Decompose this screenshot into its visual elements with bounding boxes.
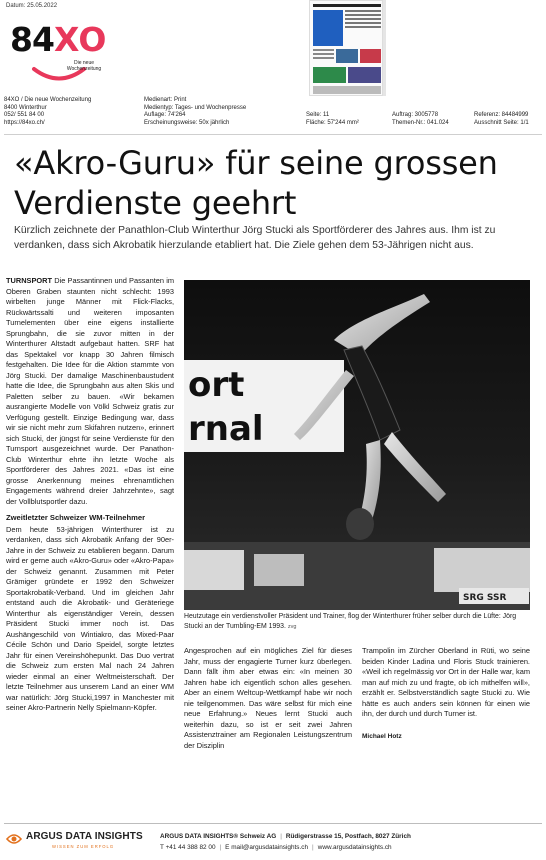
paragraph: Trampolin im Zürcher Oberland in Rüti, wo seine beiden Kinder Ladina und Floris Stuck trainieren. «Weil ich regelmässig vor Ort in der Halle war, kam man auf mich zu und fragte, ob ich mithelfen will», erzählt er. Selbstverständlich sagte Stucki zu. Wie hätte es auch anders sein können für einen wie ihn, der durch und durch Turner ist. xyxy=(362,646,530,718)
logo-subtitle: Die neue Wochenzeitung xyxy=(66,60,102,72)
reference-number: Referenz: 84484999 xyxy=(474,112,529,118)
article-author: Michael Hotz xyxy=(362,732,402,740)
argus-brand-name: ARGUS DATA INSIGHTS xyxy=(26,831,143,842)
kicker: TURNSPORT xyxy=(6,276,52,285)
subheading: Zweitletzter Schweizer WM-Teilnehmer xyxy=(6,513,146,522)
logo-o: O xyxy=(78,20,106,59)
media-circulation: Auflage: 74'264 xyxy=(144,112,186,118)
photo-tag-text: SRG SSR xyxy=(463,593,507,603)
argus-logo xyxy=(6,831,156,855)
article-photo xyxy=(184,280,530,610)
publisher-city: 8400 Winterthur xyxy=(4,104,47,111)
page-number: Seite: 11 xyxy=(306,112,330,118)
photo-credit: zvg xyxy=(287,623,297,630)
footer-company: ARGUS DATA INSIGHTS® Schweiz AG xyxy=(160,833,277,840)
reference-info xyxy=(474,112,546,127)
article-column-3 xyxy=(362,646,530,742)
clip-page: Ausschnitt Seite: 1/1 xyxy=(474,119,529,126)
header-divider xyxy=(4,134,542,135)
paragraph-text: Die Passantinnen und Passanten im Oberen Graben staunten nicht schlecht: 1993 wirbelten junge Männer mit Flick-Flacks, Rückwärtssalti und weiteren imposanten Turnelementen über eine eigens installierte Sprungbahn, die sie zuvor mitten in der Winterthurer Altstadt aufgebaut hatten. SRF hat das Spektakel vor knapp 30 Jahren filmisch festgehalten. Die Idee für die Aktion stammte von Jörg Stucki. Der damalige Maschinenbaustudent hatte die Idee, die Sprungbahn aus alten Skis und Paletten selber zu bauen. «Wir bekamen ausrangierte Modelle von Völkl Schweiz gratis zur Verfügung gestellt. Einzige Bedingung war, dass wir sie nicht mehr zum Skifahren nutzen», erinnert sich Stucki, der jüngst für seine Verdienste für den Turnsport ausgezeichnet wurde. Der Panathon-Club Winterthur ehrte ihn letzte Woche als Sportförderer des Jahres 2021. «Das ist eine grosse Anerkennung meines ehrenamtlichen Engagements während dreier Jahrzehnte», sagt der Vollblutsportler dazu. xyxy=(6,276,174,506)
thumbnail-divider xyxy=(383,0,386,96)
paragraph xyxy=(6,276,174,507)
topic-number: Themen-Nr.: 041.024 xyxy=(392,119,449,126)
page-info xyxy=(306,112,386,127)
order-number: Auftrag: 3005778 xyxy=(392,112,439,118)
article-column-2 xyxy=(184,646,352,751)
clipping-date: Datum: 25.05.2022 xyxy=(6,3,58,9)
publication-logo xyxy=(10,22,120,84)
photo-banner-text-1: ort xyxy=(188,365,245,405)
paragraph: Dem heute 53-jährigen Winterthurer ist zu verdanken, dass sich Akrobatik Anfang der 90er-Jahre in der Schweiz zu etablieren begann. Darum wird er gerne auch «Akro-Guru» oder «Akro-Papa» der Schweiz genannt. Zusammen mit Peter Grämiger gründete er 1992 den Schweizer Sportakrobatik-Verband. Und im gleichen Jahr entstand auch die Akrobatik- und Geräteriege Winterthur als eigenständiger Verein, dessen Präsident Stucki immer noch ist. Das Aushängeschild von Wintiakro, das Mixed-Paar Cécile Schön und Dario Speidel, sorgte letztes Jahr für einen Vereinshöhepunkt. Das Duo vertrat die Schweiz zum ersten Mal nach 24 Jahren wieder einmal an einer Weltmeisterschaft. Der letzte Teilnehmer aus unserem Land an einer WM war natürlich: Jörg Stucki,1997 in Manchester mit seiner Akro-Partnerin Nelly Spielmann-Köpfer. xyxy=(6,524,174,712)
paragraph: Angesprochen auf ein mögliches Ziel für dieses Jahr, muss der engagierte Turner kurz überlegen. Dann fällt ihm aber etwas ein: «In meinen 30 Jahren habe ich eigentlich schon alles gesehen. Aber an einem Weltcup-Wettkampf habe wir noch nie teilgenommen. Das wäre selbst für mich eine neue Erfahrung.» Neues lernt Stucki auch weiterhin dazu, so ist er seit zwei Jahren Assistenztrainer am Regionalen Leistungszentrum der Disziplin xyxy=(184,646,352,750)
media-frequency: Erscheinungsweise: 50x jährlich xyxy=(144,119,230,126)
page-area: Fläche: 57'244 mm² xyxy=(306,119,359,126)
media-category: Medientyp: Tages- und Wochenpresse xyxy=(144,104,247,111)
page-thumbnail xyxy=(309,0,383,96)
footer-divider xyxy=(4,823,542,824)
article-column-1 xyxy=(6,276,174,714)
photo-caption xyxy=(184,612,530,632)
publisher-name: 84XO / Die neue Wochenzeitung xyxy=(4,97,92,103)
caption-text: Heutzutage ein verdienstvoller Präsident und Trainer, flog der Winterthurer früher selber durch die Lüfte: Jörg Stucki an der Tumbling-EM 1993. xyxy=(184,613,517,630)
logo-number: 84 xyxy=(10,20,54,59)
article-headline: «Akro-Guru» für seine grossen Verdienste geehrt xyxy=(14,144,498,222)
footer-email[interactable]: E mail@argusdatainsights.ch xyxy=(225,843,309,851)
footer-phone: T +41 44 388 82 00 xyxy=(160,843,216,851)
footer-address: Rüdigerstrasse 15, Postfach, 8027 Zürich xyxy=(285,833,411,840)
article-lead: Kürzlich zeichnete der Panathlon-Club Winterthur Jörg Stucki als Sportförderer des Jahres aus. Ihm ist zu verdanken, dass sich Akrobatik hierzulande etabliert hat. Die Ziele gehen dem 53-Jährigen nicht aus. xyxy=(14,225,496,251)
media-info xyxy=(144,97,294,127)
media-type: Medienart: Print xyxy=(144,97,187,103)
argus-eye-icon xyxy=(6,832,22,846)
logo-x: X xyxy=(53,20,79,59)
order-info xyxy=(392,112,472,127)
publisher-info xyxy=(4,97,134,127)
publisher-phone: 052/ 551 84 00 xyxy=(4,112,45,118)
footer-website[interactable]: www.argusdatainsights.ch xyxy=(317,843,392,851)
photo-banner-text-2: rnal xyxy=(188,409,264,449)
argus-tagline: WISSEN ZUM ERFOLG xyxy=(52,844,115,849)
publisher-url[interactable]: https://84xo.ch/ xyxy=(4,119,45,126)
footer-contact: ARGUS DATA INSIGHTS® Schweiz AG | Rüdigerstrasse 15, Postfach, 8027 Zürich T +41 44 388 82 00 | E mail@argusdatainsights.ch | www.argusdatainsights.ch xyxy=(160,833,411,851)
